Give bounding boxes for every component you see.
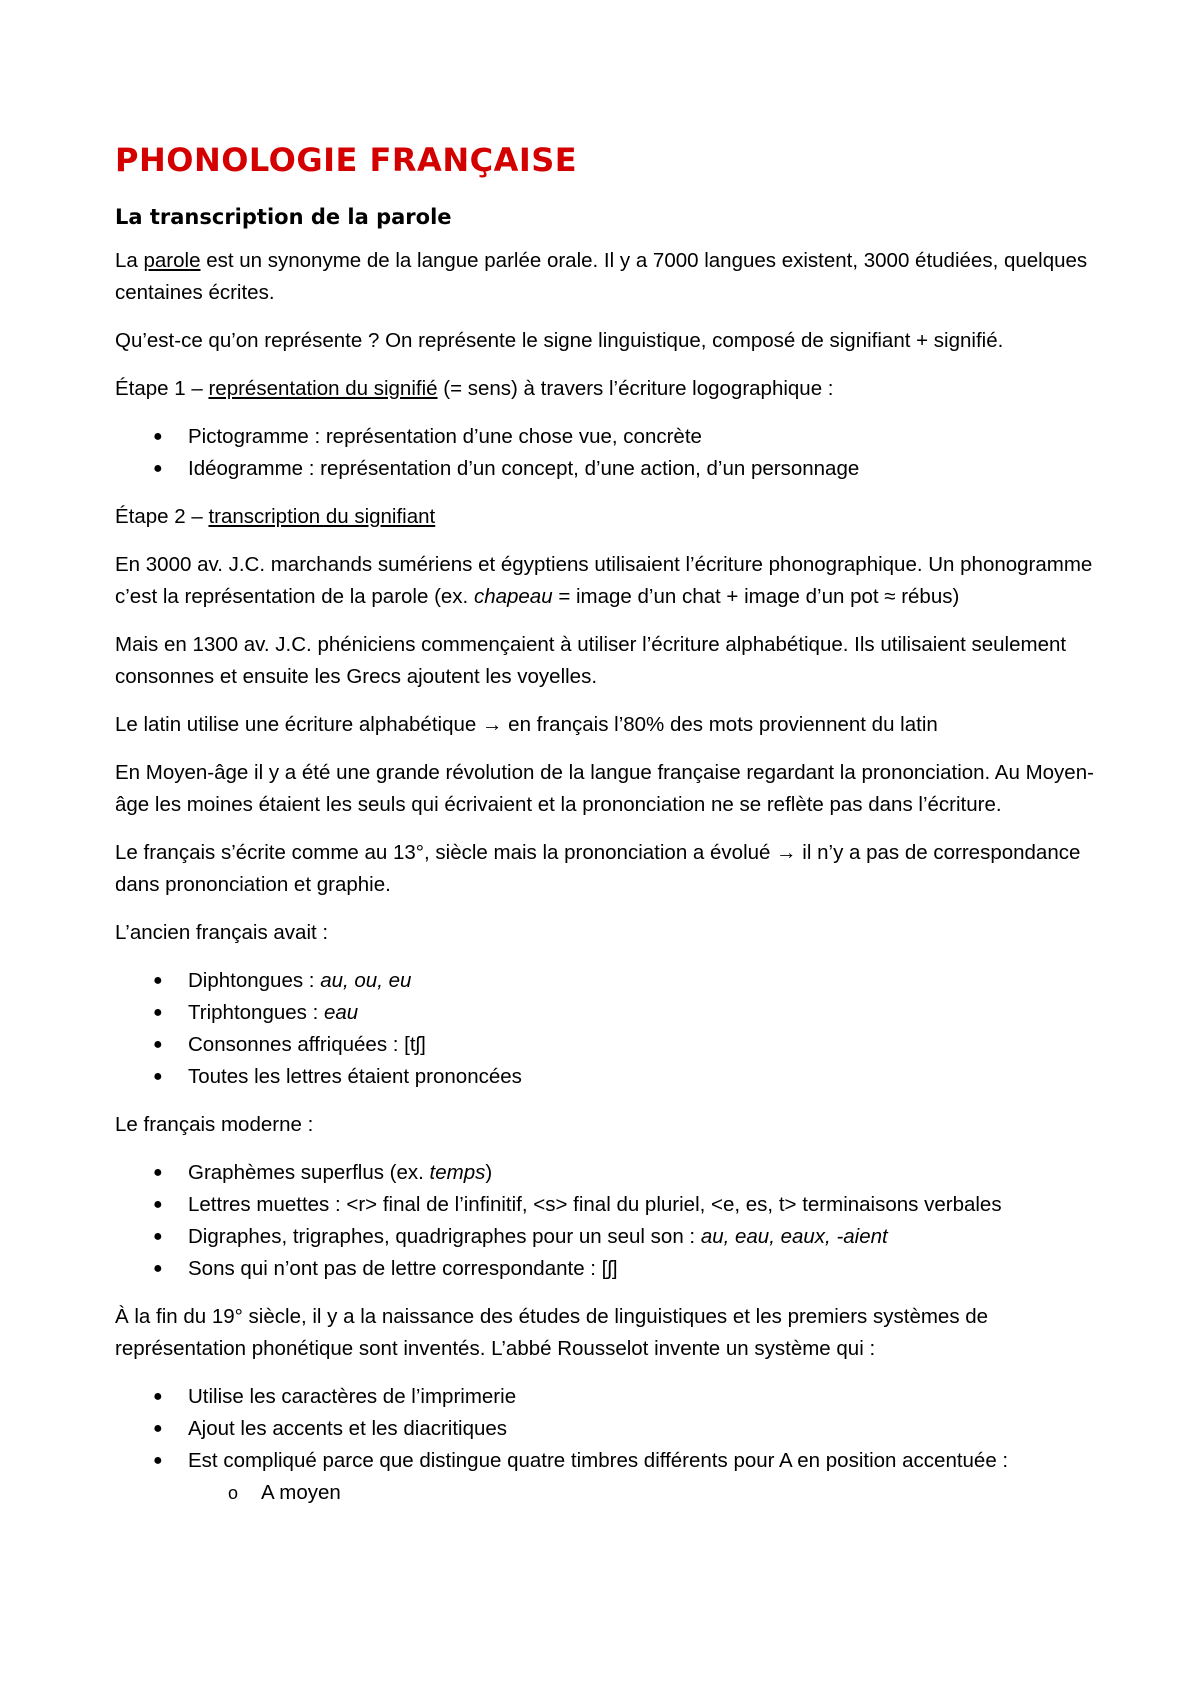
italic-example: temps (429, 1161, 486, 1184)
paragraph-phonographique (115, 549, 1105, 613)
text-run: = image d’un chat + image d’un pot ≈ rébus) (552, 585, 960, 608)
text-run: Étape 2 – (115, 505, 209, 528)
list-item-text: Consonnes affriquées : [tʃ] (188, 1033, 426, 1056)
bullet-icon: ● (153, 1388, 163, 1405)
list-francais-moderne (115, 1157, 1105, 1285)
list-item (115, 1221, 1105, 1253)
list-item-text: Digraphes, trigraphes, quadrigraphes pour un seul son : (188, 1225, 701, 1248)
bullet-icon: ● (153, 460, 163, 477)
paragraph-etape-2 (115, 501, 1105, 533)
list-item-text: A moyen (261, 1481, 341, 1504)
list-item-text: Lettres muettes : <r> final de l’infinitif, <s> final du pluriel, <e, es, t> terminaisons verbales (188, 1193, 1002, 1216)
bullet-icon: ● (153, 1036, 163, 1053)
text-run: (= sens) à travers l’écriture logographique : (437, 377, 834, 400)
paragraph-representation: Qu’est-ce qu’on représente ? On représente le signe linguistique, composé de signifiant + signifié. (115, 329, 1004, 352)
text-run: En 3000 av. J.C. marchands sumériens et égyptiens utilisaient l’écriture phonographique. Un phonogramme c’est la représentation de la parole (ex. (115, 553, 1093, 608)
list-item (115, 1413, 1105, 1445)
list-item (115, 421, 1105, 453)
list-item (115, 1445, 1105, 1477)
underlined-term: représentation du signifié (208, 377, 438, 400)
sub-list-item (115, 1477, 1105, 1509)
paragraph-pheniciens: Mais en 1300 av. J.C. phéniciens commençaient à utiliser l’écriture alphabétique. Ils utilisaient seulement consonnes et ensuite les Grecs ajoutent les voyelles. (115, 633, 1067, 688)
list-item (115, 1029, 1105, 1061)
bullet-icon: ● (153, 1260, 163, 1277)
list-item (115, 453, 1105, 485)
list-item-text: Sons qui n’ont pas de lettre correspondante : [ʃ] (188, 1257, 618, 1280)
underlined-term: parole (143, 249, 201, 272)
document-body (115, 140, 1105, 1525)
bullet-icon: ● (153, 972, 163, 989)
bullet-icon: ● (153, 1228, 163, 1245)
list-item-text: Pictogramme : représentation d’une chose vue, concrète (188, 425, 702, 448)
list-item (115, 997, 1105, 1029)
section-heading: La transcription de la parole (115, 205, 452, 229)
list-item-text: Idéogramme : représentation d’un concept, d’une action, d’un personnage (188, 457, 860, 480)
list-item-text: Utilise les caractères de l’imprimerie (188, 1385, 517, 1408)
list-ancien-francais (115, 965, 1105, 1093)
italic-example: au, ou, eu (320, 969, 412, 992)
list-item (115, 1253, 1105, 1285)
list-item-text: Toutes les lettres étaient prononcées (188, 1065, 522, 1088)
list-item-text: Est compliqué parce que distingue quatre timbres différents pour A en position accentuée : (188, 1449, 1009, 1472)
list-item (115, 965, 1105, 997)
bullet-icon: ● (153, 1196, 163, 1213)
bullet-icon: ● (153, 1004, 163, 1021)
bullet-icon: ● (153, 1452, 163, 1469)
text-run: Étape 1 – (115, 377, 209, 400)
list-logographique (115, 421, 1105, 485)
bullet-icon: ● (153, 1164, 163, 1181)
bullet-icon: ● (153, 1068, 163, 1085)
list-rousselot (115, 1381, 1105, 1509)
paragraph-latin: Le latin utilise une écriture alphabétique → en français l’80% des mots proviennent du latin (115, 713, 938, 736)
text-run: est un synonyme de la langue parlée orale. Il y a 7000 langues existent, 3000 étudiées, quelques centaines écrites. (115, 249, 1088, 304)
italic-example: eau (323, 1001, 359, 1024)
paragraph-francais-moderne: Le français moderne : (115, 1113, 314, 1136)
paragraph-rousselot: À la fin du 19° siècle, il y a la naissance des études de linguistiques et les premiers systèmes de représentation phonétique sont inventés. L’abbé Rousselot invente un système qui : (115, 1305, 989, 1360)
italic-example: au, eau, eaux, -aient (700, 1225, 888, 1248)
paragraph-prononciation: Le français s’écrite comme au 13°, siècle mais la prononciation a évolué → il n’y a pas de correspondance dans prononciation et graphie. (115, 841, 1081, 896)
paragraph-parole (115, 245, 1105, 309)
list-item-text: Triphtongues : (188, 1001, 324, 1024)
paragraph-ancien-francais: L’ancien français avait : (115, 921, 329, 944)
bullet-icon: ● (153, 1420, 163, 1437)
paragraph-etape-1 (115, 373, 1105, 405)
list-item-text: Ajout les accents et les diacritiques (188, 1417, 508, 1440)
list-item-text: ) (485, 1161, 493, 1184)
paragraph-moyen-age: En Moyen-âge il y a été une grande révolution de la langue française regardant la prononciation. Au Moyen-âge les moines étaient les seuls qui écrivaient et la prononciation ne se reflète pas dans l’écriture. (115, 761, 1094, 816)
list-item (115, 1189, 1105, 1221)
document-title: PHONOLOGIE FRANÇAISE (115, 141, 578, 179)
sub-bullet-icon: o (228, 1483, 239, 1503)
list-item-text: Diphtongues : (188, 969, 321, 992)
list-item (115, 1061, 1105, 1093)
bullet-icon: ● (153, 428, 163, 445)
underlined-term: transcription du signifiant (208, 505, 436, 528)
italic-example: chapeau (473, 585, 553, 608)
text-run: La (115, 249, 144, 272)
list-item (115, 1157, 1105, 1189)
list-item (115, 1381, 1105, 1413)
list-item-text: Graphèmes superflus (ex. (188, 1161, 430, 1184)
